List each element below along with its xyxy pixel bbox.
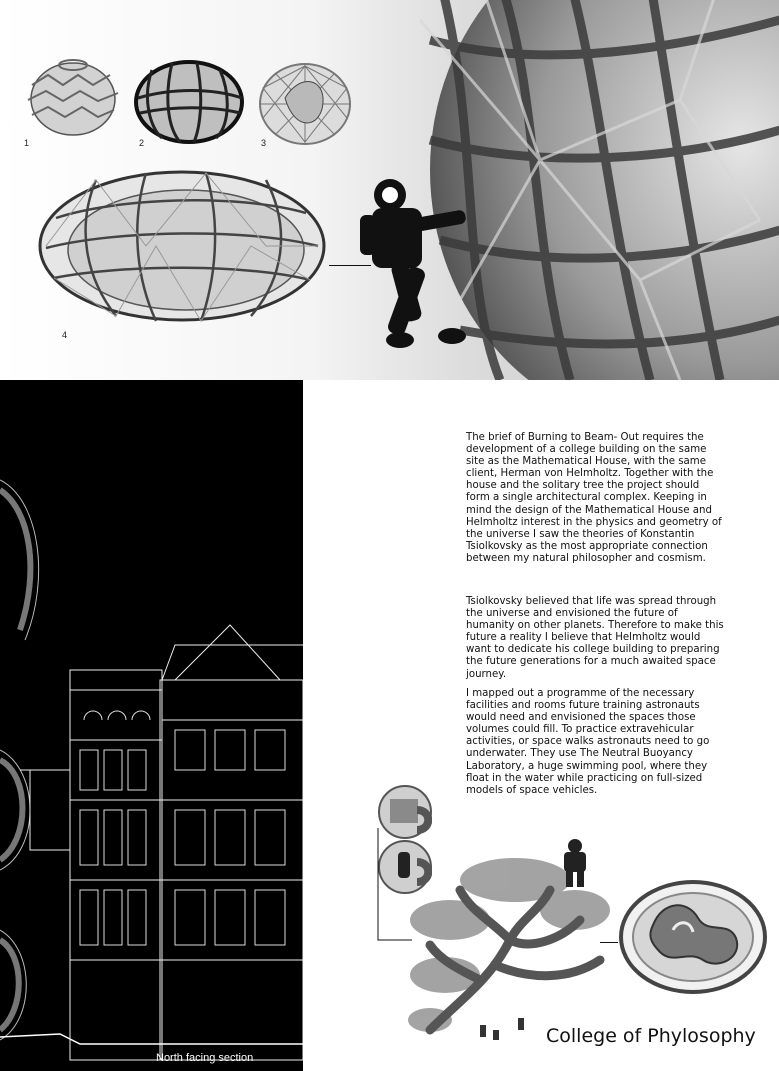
north-facing-section-drawing: [0, 380, 303, 1071]
figure-label-4: 4: [62, 330, 68, 340]
model-1-render: [18, 55, 128, 140]
small-astronaut-figure: [558, 838, 592, 888]
paragraph-brief: The brief of Burning to Beam- Out requires the development of a college building on the same site as the Mathematical House, with the same client, Herman von Helmholtz. Together with the house and the solitary tree the project should form a single architectural complex. Keeping in mind the design of the Mathematical House and Helmholtz interest in the physics and geometry of the universe I saw the theories of Konstantin Tsiolkovsky as the most appropriate connection between my natural philosopher and cosmism.: [466, 432, 722, 564]
figure-label-3: 3: [261, 138, 267, 148]
tree-structure-model: [400, 850, 630, 1040]
page-title: College of Phylosophy: [546, 1025, 756, 1047]
ellipsoid-interior-model: [618, 880, 768, 995]
figure-label-1: 1: [24, 138, 30, 148]
section-caption: North facing section: [156, 1052, 254, 1064]
top-render-panel: [0, 0, 779, 380]
model-2-render: [132, 58, 247, 146]
section-linework: [0, 380, 303, 1071]
paragraph-programme: I mapped out a programme of the necessary facilities and rooms future training astronauts would need and envisioned the spaces those volumes could fill. To practice extravehicular activities, or space walks astronauts need to go underwater. They use The Neutral Buoyancy Laboratory, a huge swimming pool, where they float in the water while practicing on full-sized models of space vehicles.: [466, 688, 710, 796]
figure-label-2: 2: [139, 138, 145, 148]
connector-line-small: [600, 942, 618, 943]
model-4-render: [36, 168, 328, 324]
model-3-render: [255, 58, 355, 150]
astronaut-silhouette: [360, 170, 480, 370]
paragraph-tsiolkovsky: Tsiolkovsky believed that life was spread through the universe and envisioned the future of humanity on other planets. Therefore to make this future a reality I believe that Helmholtz would want to dedicate his college building to preparing the future generations for a much awaited space journey.: [466, 596, 724, 680]
